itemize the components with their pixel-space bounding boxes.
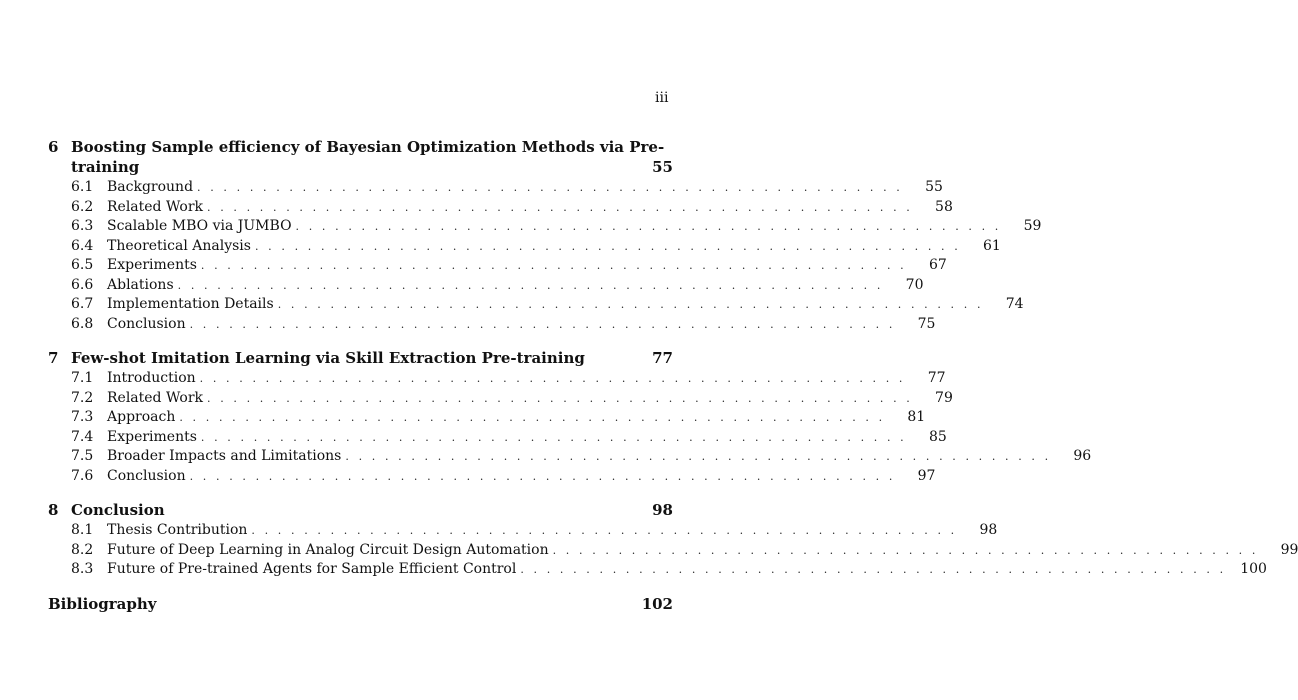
dot-leader: . . . . . . . . . . . . . . . . . . . . . . . . . . . . . . . . . . . . . . . . . . . . . . . . . . . . . . (520, 563, 1227, 576)
section-title: Approach (107, 409, 176, 425)
section-list (71, 521, 1298, 580)
section-page: 67 (928, 257, 947, 273)
chapter-title-continued: training (71, 158, 140, 176)
section-number: 6.8 (71, 315, 94, 332)
toc-entry[interactable] (71, 541, 1298, 561)
section-page: 55 (925, 179, 943, 195)
bibliography-entry[interactable] (48, 594, 673, 614)
section-number: 7.1 (71, 370, 94, 386)
section-number: 7.4 (71, 428, 94, 445)
toc-entry[interactable] (71, 237, 1001, 257)
toc-entry[interactable] (71, 428, 947, 448)
section-page: 97 (917, 467, 936, 484)
chapter-6 (48, 137, 1042, 334)
section-title: Experiments (107, 257, 197, 273)
section-number: 6.6 (71, 276, 94, 293)
chapter-heading[interactable] (48, 137, 673, 177)
section-page: 74 (1005, 296, 1024, 312)
chapter-title: Conclusion (71, 501, 165, 519)
chapter-page: 77 (652, 349, 673, 367)
section-title: Related Work (107, 389, 204, 406)
chapter-title: Boosting Sample efficiency of Bayesian Optimization Methods via Pre- (71, 138, 665, 156)
section-page: 99 (1280, 541, 1298, 558)
section-number: 6.4 (71, 237, 94, 254)
dot-leader: . . . . . . . . . . . . . . . . . . . . . . . . . . . . . . . . . . . . . . . . . . . . . . . . . . . . . . (207, 200, 913, 214)
section-page: 75 (917, 315, 936, 332)
section-number: 7.3 (71, 409, 94, 425)
table-of-contents (48, 137, 1298, 614)
chapter-title: Few-shot Imitation Learning via Skill Extraction Pre-training (71, 349, 585, 367)
section-page: 98 (979, 522, 998, 538)
dot-leader: . . . . . . . . . . . . . . . . . . . . . . . . . . . . . . . . . . . . . . . . . . . . . . . . . . . . . . (552, 543, 1259, 557)
bibliography-page: 102 (641, 594, 673, 613)
section-title: Experiments (107, 428, 197, 445)
section-page: 81 (907, 409, 926, 425)
chapter-heading[interactable] (48, 348, 673, 368)
chapter-number: 7 (48, 349, 59, 367)
chapter-number: 8 (48, 501, 59, 519)
toc-entry[interactable] (71, 178, 943, 198)
section-page: 77 (927, 370, 946, 386)
dot-leader: . . . . . . . . . . . . . . . . . . . . . . . . . . . . . . . . . . . . . . . . . . . . . . . . . . . . . . (254, 239, 961, 253)
toc-entry[interactable] (71, 276, 924, 296)
chapter-7 (48, 348, 1092, 486)
toc-entry[interactable] (71, 560, 1267, 580)
toc-entry[interactable] (71, 369, 946, 389)
toc-entry[interactable] (71, 467, 936, 487)
section-page: 96 (1073, 448, 1092, 464)
section-number: 7.6 (71, 467, 94, 484)
bibliography-title: Bibliography (48, 594, 157, 613)
section-page: 100 (1240, 561, 1267, 577)
section-title: Future of Pre-trained Agents for Sample Efficient Control (107, 561, 517, 577)
section-number: 8.2 (71, 541, 94, 558)
section-title: Conclusion (107, 315, 186, 332)
dot-leader: . . . . . . . . . . . . . . . . . . . . . . . . . . . . . . . . . . . . . . . . . . . . . . . . . . . . . . (177, 278, 884, 292)
dot-leader: . . . . . . . . . . . . . . . . . . . . . . . . . . . . . . . . . . . . . . . . . . . . . . . . . . . . . . (197, 181, 903, 194)
dot-leader: . . . . . . . . . . . . . . . . . . . . . . . . . . . . . . . . . . . . . . . . . . . . . . . . . . . . . . (199, 372, 906, 385)
section-title: Conclusion (107, 467, 186, 484)
section-title: Broader Impacts and Limitations (107, 448, 342, 464)
section-title: Thesis Contribution (107, 522, 248, 538)
dot-leader: . . . . . . . . . . . . . . . . . . . . . . . . . . . . . . . . . . . . . . . . . . . . . . . . . . . . . . (200, 259, 907, 272)
section-list (71, 178, 1042, 334)
section-title: Introduction (107, 370, 196, 386)
section-title: Scalable MBO via JUMBO (107, 218, 292, 234)
section-title: Future of Deep Learning in Analog Circuit Design Automation (107, 541, 549, 558)
chapter-page: 55 (652, 158, 673, 176)
toc-entry[interactable] (71, 295, 1024, 315)
section-number: 6.7 (71, 296, 94, 312)
section-title: Background (107, 179, 194, 195)
toc-entry[interactable] (71, 408, 926, 428)
section-number: 6.1 (71, 179, 94, 195)
dot-leader: . . . . . . . . . . . . . . . . . . . . . . . . . . . . . . . . . . . . . . . . . . . . . . . . . . . . . . (179, 411, 886, 424)
dot-leader: . . . . . . . . . . . . . . . . . . . . . . . . . . . . . . . . . . . . . . . . . . . . . . . . . . . . . . (295, 220, 1002, 233)
section-list (71, 369, 1092, 486)
section-title: Implementation Details (107, 296, 274, 312)
section-number: 8.3 (71, 561, 94, 577)
dot-leader: . . . . . . . . . . . . . . . . . . . . . . . . . . . . . . . . . . . . . . . . . . . . . . . . . . . . . . (251, 524, 958, 537)
dot-leader: . . . . . . . . . . . . . . . . . . . . . . . . . . . . . . . . . . . . . . . . . . . . . . . . . . . . . . (207, 391, 913, 405)
page-number: iii (655, 90, 669, 106)
dot-leader: . . . . . . . . . . . . . . . . . . . . . . . . . . . . . . . . . . . . . . . . . . . . . . . . . . . . . . (277, 298, 984, 311)
chapter-8 (48, 500, 1298, 580)
section-number: 6.2 (71, 198, 94, 215)
section-number: 8.1 (71, 522, 94, 538)
section-page: 59 (1023, 218, 1042, 234)
section-title: Theoretical Analysis (107, 237, 251, 254)
toc-entry[interactable] (71, 389, 953, 409)
toc-entry[interactable] (71, 198, 953, 218)
dot-leader: . . . . . . . . . . . . . . . . . . . . . . . . . . . . . . . . . . . . . . . . . . . . . . . . . . . . . . (189, 469, 896, 483)
chapter-number: 6 (48, 138, 59, 156)
dot-leader: . . . . . . . . . . . . . . . . . . . . . . . . . . . . . . . . . . . . . . . . . . . . . . . . . . . . . . (189, 317, 896, 331)
section-title: Related Work (107, 198, 204, 215)
section-number: 7.2 (71, 389, 94, 406)
toc-entry[interactable] (71, 521, 998, 541)
chapter-heading[interactable] (48, 500, 673, 520)
section-page: 70 (905, 276, 924, 293)
toc-entry[interactable] (71, 447, 1092, 467)
section-page: 58 (935, 198, 953, 215)
toc-entry[interactable] (71, 256, 947, 276)
section-number: 6.3 (71, 218, 94, 234)
section-page: 79 (935, 389, 953, 406)
section-number: 7.5 (71, 448, 94, 464)
section-page: 61 (983, 237, 1001, 254)
section-page: 85 (928, 428, 947, 445)
toc-entry[interactable] (71, 315, 936, 335)
chapter-page: 98 (652, 501, 673, 519)
section-number: 6.5 (71, 257, 94, 273)
dot-leader: . . . . . . . . . . . . . . . . . . . . . . . . . . . . . . . . . . . . . . . . . . . . . . . . . . . . . . (200, 430, 907, 444)
section-title: Ablations (107, 276, 174, 293)
dot-leader: . . . . . . . . . . . . . . . . . . . . . . . . . . . . . . . . . . . . . . . . . . . . . . . . . . . . . . (345, 450, 1052, 463)
toc-entry[interactable] (71, 217, 1042, 237)
